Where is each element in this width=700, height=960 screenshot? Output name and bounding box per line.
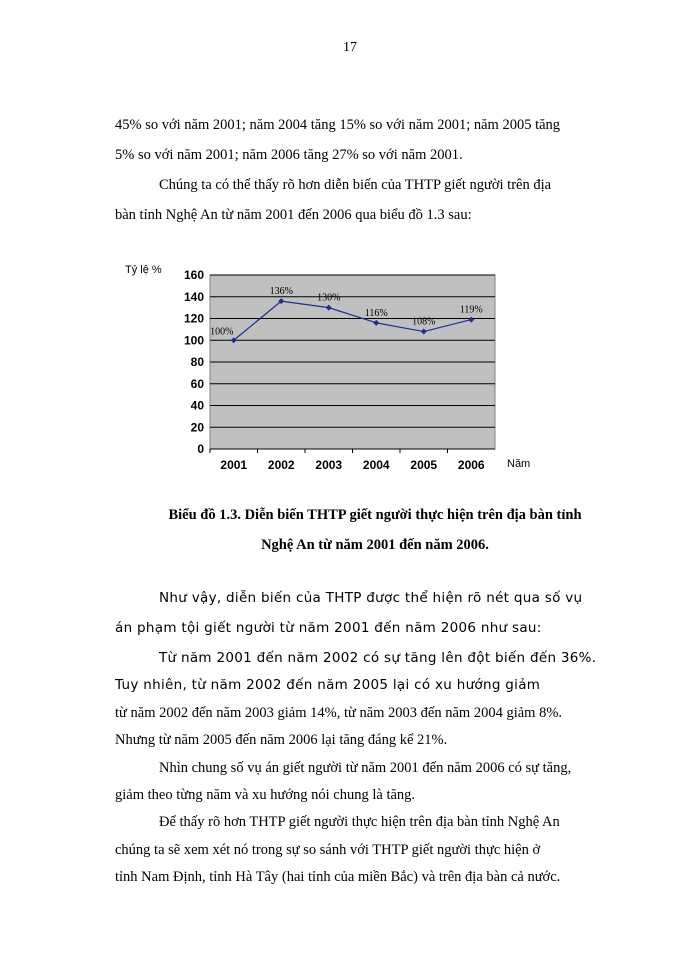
y-tick-label: 100 bbox=[183, 333, 204, 348]
data-label: 130% bbox=[317, 292, 341, 304]
y-tick-label: 40 bbox=[190, 398, 204, 413]
text-line: Chúng ta có thể thấy rõ hơn diễn biến của THTP giết người trên địa bbox=[159, 177, 552, 193]
data-label: 100% bbox=[210, 326, 234, 338]
text-line: 5% so với năm 2001; năm 2006 tăng 27% so với năm 2001. bbox=[115, 147, 463, 163]
text-line: 45% so với năm 2001; năm 2004 tăng 15% so với năm 2001; năm 2005 tăng bbox=[115, 117, 561, 133]
x-tick-label: 2004 bbox=[362, 458, 390, 472]
text-line: Từ năm 2001 đến năm 2002 có sự tăng lên đột biến đến 36%. bbox=[159, 650, 597, 666]
y-tick-label: 0 bbox=[197, 442, 204, 456]
data-label: 116% bbox=[364, 307, 388, 319]
text-line: từ năm 2002 đến năm 2003 giảm 14%, từ năm 2003 đến năm 2004 giảm 8%. bbox=[115, 705, 563, 721]
x-tick-labels bbox=[210, 449, 485, 472]
text-line: Như vậy, diễn biến của THTP được thể hiện rõ nét qua số vụ bbox=[159, 590, 583, 606]
text-line: án phạm tội giết người từ năm 2001 đến năm 2006 như sau: bbox=[115, 620, 542, 636]
data-label: 119% bbox=[459, 304, 483, 316]
text-line: tỉnh Nam Định, tỉnh Hà Tây (hai tỉnh của miền Bắc) và trên địa bàn cả nước. bbox=[115, 869, 561, 885]
y-tick-label: 160 bbox=[183, 268, 204, 282]
line-chart bbox=[115, 255, 575, 480]
caption-line: Nghệ An từ năm 2001 đến năm 2006. bbox=[261, 537, 489, 553]
caption-line: Biểu đồ 1.3. Diễn biến THTP giết người thực hiện trên địa bàn tỉnh bbox=[168, 507, 582, 523]
intro-paragraph bbox=[115, 110, 635, 230]
figure-caption bbox=[115, 500, 635, 560]
x-axis-label: Năm bbox=[507, 458, 531, 470]
y-axis-label: Tỷ lệ % bbox=[125, 264, 162, 276]
text-line: Để thấy rõ hơn THTP giết người thực hiện trên địa bàn tỉnh Nghệ An bbox=[159, 814, 560, 830]
y-tick-labels bbox=[184, 268, 204, 456]
x-tick-label: 2002 bbox=[267, 458, 295, 472]
x-tick-label: 2003 bbox=[315, 458, 343, 472]
text-line: Nhưng từ năm 2005 đến năm 2006 lại tăng đáng kể 21%. bbox=[115, 732, 448, 748]
data-label: 136% bbox=[269, 286, 293, 298]
y-tick-label: 140 bbox=[183, 289, 204, 304]
text-line: chúng ta sẽ xem xét nó trong sự so sánh với THTP giết người thực hiện ở bbox=[115, 842, 541, 858]
page-number: 17 bbox=[343, 40, 357, 55]
text-line: bàn tỉnh Nghệ An từ năm 2001 đến 2006 qua biểu đồ 1.3 sau: bbox=[115, 207, 472, 223]
x-tick-label: 2005 bbox=[410, 458, 438, 472]
text-line: Nhìn chung số vụ án giết người từ năm 2001 đến năm 2006 có sự tăng, bbox=[159, 760, 572, 776]
y-tick-label: 80 bbox=[190, 355, 204, 369]
text-line: Tuy nhiên, từ năm 2002 đến năm 2005 lại có xu hướng giảm bbox=[115, 677, 541, 693]
y-tick-label: 120 bbox=[183, 311, 204, 326]
data-label: 108% bbox=[412, 316, 436, 328]
body-text bbox=[115, 583, 635, 891]
y-tick-label: 20 bbox=[190, 420, 204, 435]
x-tick-label: 2006 bbox=[457, 458, 485, 472]
x-tick-label: 2001 bbox=[220, 458, 248, 472]
y-tick-label: 60 bbox=[190, 376, 204, 391]
text-line: giảm theo từng năm và xu hướng nói chung là tăng. bbox=[115, 787, 416, 803]
